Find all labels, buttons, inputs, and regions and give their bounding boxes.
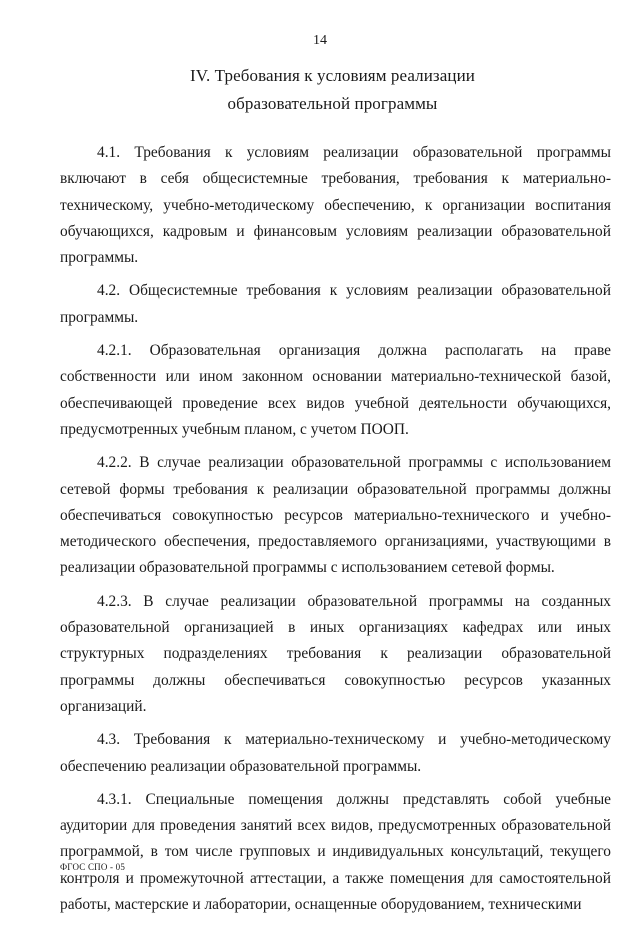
section-title-line-1: IV. Требования к условиям реализации bbox=[190, 66, 475, 85]
section-title-line-2: образовательной программы bbox=[227, 94, 438, 113]
paragraph-4-1: 4.1. Требования к условиям реализации образовательной программы включают в себя общесистемные требования, требования к материально-техническому, учебно-методическому обеспечению, к организации воспитания обучающихся, кадровым и финансовым условиям реализации образовательной программы. bbox=[60, 144, 611, 267]
paragraph-4-3: 4.3. Требования к материально-техническому и учебно-методическому обеспечению реализации образовательной программы. bbox=[60, 731, 611, 775]
paragraph-4-2-3: 4.2.3. В случае реализации образовательной программы на созданных образовательной организацией в иных организациях кафедрах или иных структурных подразделениях требования к реализации образовательной программы должны обеспечиваться совокупностью ресурсов указанных организаций. bbox=[60, 592, 611, 715]
body-text bbox=[60, 140, 611, 925]
page-number: 14 bbox=[313, 33, 327, 48]
section-title bbox=[60, 62, 605, 118]
paragraph-4-2: 4.2. Общесистемные требования к условиям реализации образовательной программы. bbox=[60, 282, 611, 326]
paragraph-4-3-1: 4.3.1. Специальные помещения должны представлять собой учебные аудитории для проведения занятий всех видов, предусмотренных образовательной программой, в том числе групповых и индивидуальных консультаций, текущего контроля и промежуточной аттестации, а также помещения для самостоятельной работы, мастерские и лаборатории, оснащенные оборудованием, техническими bbox=[60, 790, 611, 914]
page-footer: ФГОС СПО - 05 bbox=[60, 862, 126, 872]
paragraph-4-2-2: 4.2.2. В случае реализации образовательной программы с использованием сетевой формы требования к реализации образовательной программы должны обеспечиваться совокупностью ресурсов материально-технического и учебно-методического обеспечения, предоставляемого организациями, участвующими в реализации образовательной программы с использованием сетевой формы. bbox=[60, 454, 611, 577]
paragraph-4-2-1: 4.2.1. Образовательная организация должна располагать на праве собственности или ином законном основании материально-технической базой, обеспечивающей проведение всех видов учебной деятельности обучающихся, предусмотренных учебным планом, с учетом ПООП. bbox=[60, 342, 611, 438]
